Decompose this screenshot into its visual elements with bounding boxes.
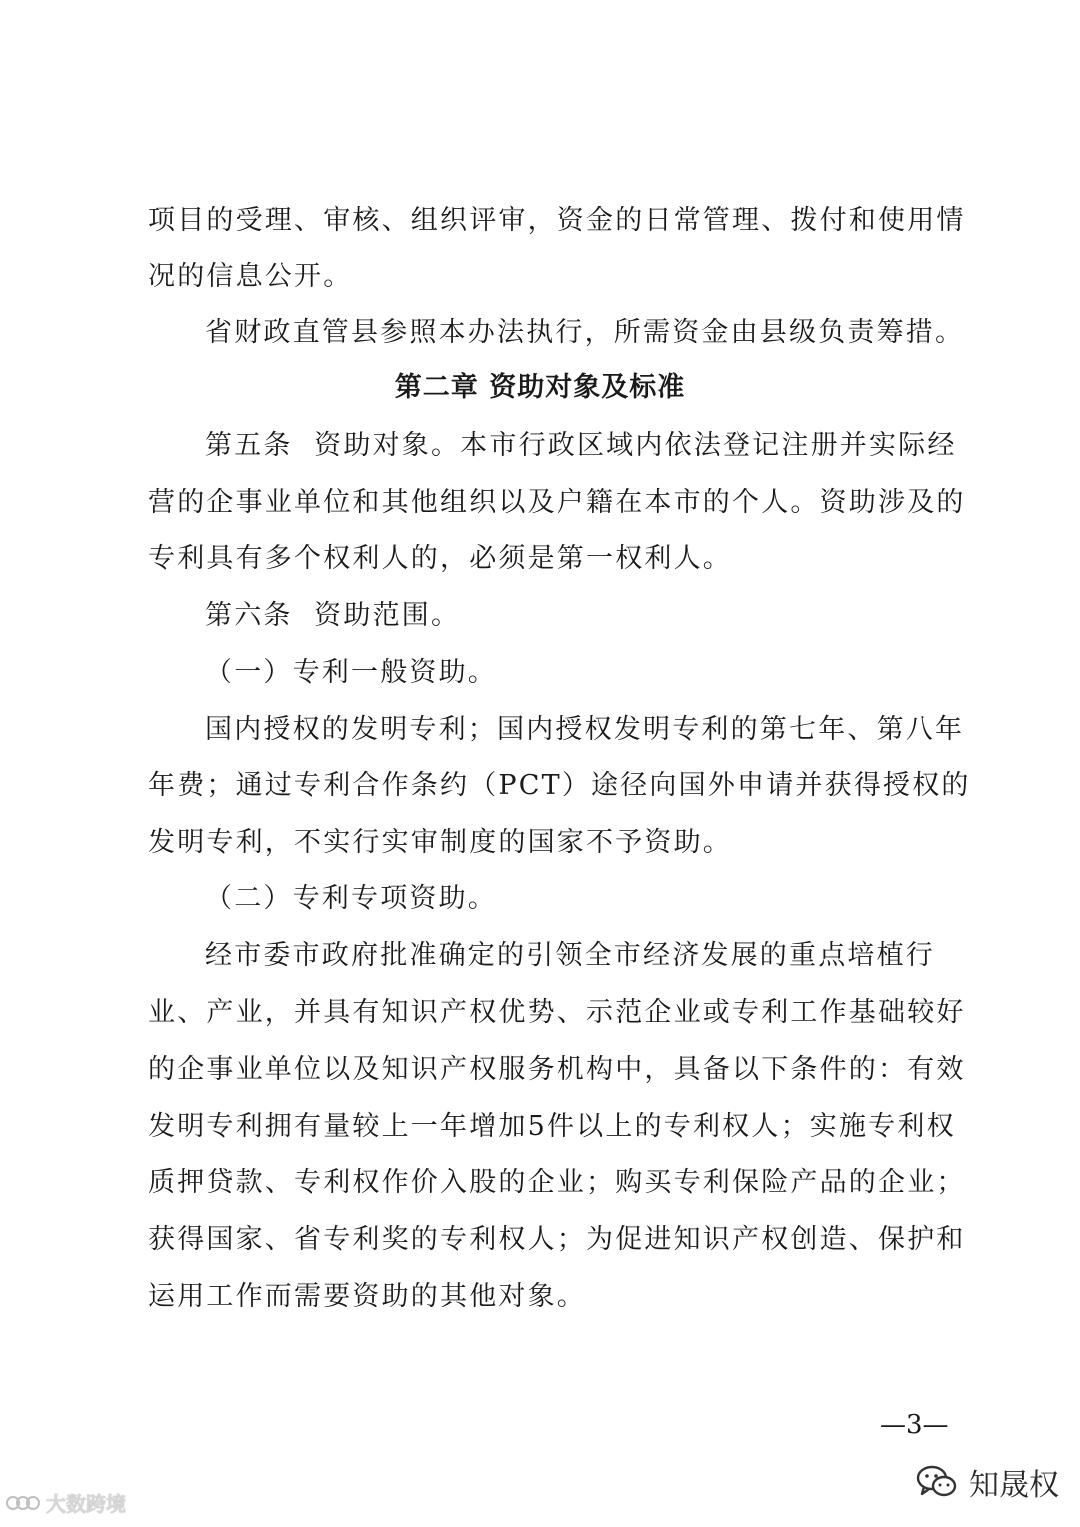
paragraph-line: 发明专利拥有量较上一年增加5件以上的专利权人；实施专利权 bbox=[148, 1111, 956, 1142]
watermark-left bbox=[6, 1488, 126, 1517]
watermark-logo-icon bbox=[6, 1493, 40, 1513]
article-5-line: 第五条 资助对象。本市行政区域内依法登记注册并实际经 bbox=[205, 430, 957, 461]
watermark-left-text: 大数跨境 bbox=[46, 1492, 126, 1516]
paragraph-line: 况的信息公开。 bbox=[148, 261, 353, 292]
paragraph-line: 经市委市政府批准确定的引领全市经济发展的重点培植行 bbox=[205, 940, 935, 971]
paragraph-line: 国内授权的发明专利；国内授权发明专利的第七年、第八年 bbox=[205, 714, 965, 745]
paragraph-line: 发明专利，不实行实审制度的国家不予资助。 bbox=[148, 827, 732, 858]
paragraph-line: 业、产业，并具有知识产权优势、示范企业或专利工作基础较好 bbox=[148, 997, 966, 1028]
paragraph-line: 运用工作而需要资助的其他对象。 bbox=[148, 1281, 586, 1312]
subsection-heading: （二）专利专项资助。 bbox=[205, 883, 497, 914]
chapter-heading: 第二章 资助对象及标准 bbox=[394, 372, 686, 403]
watermark-right bbox=[915, 1460, 1059, 1504]
article-6-line: 第六条 资助范围。 bbox=[205, 600, 461, 631]
paragraph-line: 项目的受理、审核、组织评审，资金的日常管理、拨付和使用情 bbox=[148, 205, 966, 236]
paragraph-line: 的企事业单位以及知识产权服务机构中，具备以下条件的：有效 bbox=[148, 1054, 966, 1085]
article-5-line: 专利具有多个权利人的，必须是第一权利人。 bbox=[148, 543, 732, 574]
paragraph-line: 省财政直管县参照本办法执行，所需资金由县级负责筹措。 bbox=[205, 317, 965, 348]
watermark-right-text: 知晟权 bbox=[969, 1468, 1059, 1503]
paragraph-line: 年费；通过专利合作条约（PCT）途径向国外申请并获得授权的 bbox=[148, 770, 971, 801]
paragraph-line: 质押贷款、专利权作价入股的企业；购买专利保险产品的企业； bbox=[148, 1167, 966, 1198]
page-number: —3— bbox=[880, 1410, 949, 1440]
wechat-icon bbox=[915, 1462, 959, 1502]
paragraph-line: 获得国家、省专利奖的专利权人；为促进知识产权创造、保护和 bbox=[148, 1224, 966, 1255]
subsection-heading: （一）专利一般资助。 bbox=[205, 657, 497, 688]
article-5-line: 营的企事业单位和其他组织以及户籍在本市的个人。资助涉及的 bbox=[148, 487, 966, 518]
